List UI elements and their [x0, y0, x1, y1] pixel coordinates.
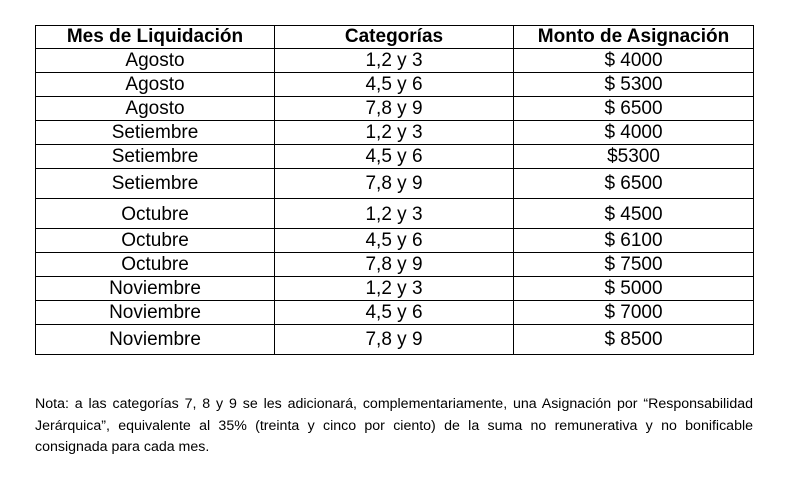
cell-monto: $ 7000: [514, 301, 754, 325]
cell-categorias: 4,5 y 6: [275, 229, 514, 253]
cell-monto: $ 4500: [514, 199, 754, 229]
cell-categorias: 7,8 y 9: [275, 253, 514, 277]
table-row: [36, 199, 754, 229]
cell-monto: $ 4000: [514, 49, 754, 73]
cell-monto: $ 5000: [514, 277, 754, 301]
cell-monto: $ 6500: [514, 169, 754, 199]
cell-monto: $ 5300: [514, 73, 754, 97]
table-row: [36, 73, 754, 97]
cell-monto: $ 6500: [514, 97, 754, 121]
table-row: [36, 325, 754, 355]
table-row: [36, 121, 754, 145]
table-row: [36, 169, 754, 199]
cell-categorias: 1,2 y 3: [275, 49, 514, 73]
cell-monto: $ 7500: [514, 253, 754, 277]
cell-mes: Agosto: [36, 73, 275, 97]
cell-categorias: 4,5 y 6: [275, 301, 514, 325]
table-row: [36, 145, 754, 169]
cell-mes: Octubre: [36, 229, 275, 253]
cell-mes: Noviembre: [36, 277, 275, 301]
cell-monto: $5300: [514, 145, 754, 169]
table-row: [36, 49, 754, 73]
cell-mes: Setiembre: [36, 145, 275, 169]
cell-categorias: 4,5 y 6: [275, 145, 514, 169]
table-row: [36, 277, 754, 301]
note-paragraph: Nota: a las categorías 7, 8 y 9 se les adicionará, complementariamente, una Asignación por “Responsabilidad Jerárquica”, equivalente al 35% (treinta y cinco por ciento) de la suma no remunerativa y no bonificable consignada para cada mes.: [35, 396, 753, 455]
cell-mes: Octubre: [36, 253, 275, 277]
cell-mes: Octubre: [36, 199, 275, 229]
cell-categorias: 7,8 y 9: [275, 97, 514, 121]
cell-monto: $ 8500: [514, 325, 754, 355]
cell-categorias: 1,2 y 3: [275, 121, 514, 145]
header-categorias: Categorías: [275, 26, 514, 49]
cell-mes: Agosto: [36, 97, 275, 121]
table-row: [36, 97, 754, 121]
header-monto-asignacion: Monto de Asignación: [514, 26, 754, 49]
table-row: [36, 301, 754, 325]
cell-categorias: 4,5 y 6: [275, 73, 514, 97]
table-row: [36, 229, 754, 253]
header-mes-liquidacion: Mes de Liquidación: [36, 26, 275, 49]
cell-mes: Noviembre: [36, 301, 275, 325]
cell-categorias: 1,2 y 3: [275, 199, 514, 229]
cell-mes: Noviembre: [36, 325, 275, 355]
cell-monto: $ 6100: [514, 229, 754, 253]
asignacion-table: [35, 25, 754, 355]
cell-categorias: 1,2 y 3: [275, 277, 514, 301]
cell-monto: $ 4000: [514, 121, 754, 145]
cell-mes: Agosto: [36, 49, 275, 73]
cell-mes: Setiembre: [36, 169, 275, 199]
cell-categorias: 7,8 y 9: [275, 325, 514, 355]
table-header-row: [36, 26, 754, 49]
table-row: [36, 253, 754, 277]
cell-mes: Setiembre: [36, 121, 275, 145]
cell-categorias: 7,8 y 9: [275, 169, 514, 199]
